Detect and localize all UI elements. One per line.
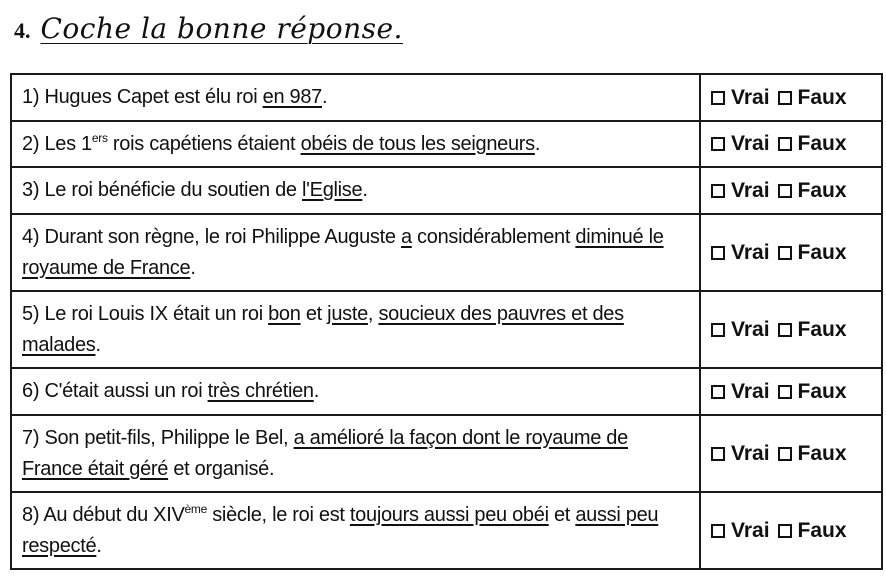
quiz-row: [11, 291, 882, 368]
question-text: 1) Hugues Capet est élu roi en 987.: [11, 74, 700, 121]
underlined-text: obéis de tous les seigneurs: [300, 132, 535, 155]
question-text: 5) Le roi Louis IX était un roi bon et juste, soucieux des pauvres et des malades.: [11, 291, 700, 368]
answer-options: [700, 214, 882, 291]
underlined-text: toujours aussi peu obéi: [349, 503, 549, 526]
quiz-table: [10, 73, 883, 570]
checkbox-icon[interactable]: [711, 184, 725, 198]
quiz-row: [11, 492, 882, 569]
underlined-text: l'Eglise: [302, 179, 363, 201]
option-vrai[interactable]: Vrai: [711, 380, 770, 404]
question-text: 3) Le roi bénéficie du soutien de l'Eglise.: [11, 167, 700, 214]
checkbox-icon[interactable]: [778, 323, 792, 337]
underlined-text: soucieux des pauvres et des malades: [22, 302, 624, 356]
checkbox-icon[interactable]: [778, 447, 792, 461]
quiz-row: [11, 368, 882, 415]
question-text: 7) Son petit-fils, Philippe le Bel, a amélioré la façon dont le royaume de France était géré et organisé.: [11, 415, 700, 492]
option-vrai[interactable]: Vrai: [711, 179, 770, 203]
underlined-text: juste: [327, 302, 368, 325]
option-faux[interactable]: Faux: [778, 318, 847, 342]
answer-options: [700, 368, 882, 415]
quiz-row: [11, 214, 882, 291]
option-faux[interactable]: Faux: [778, 442, 847, 466]
checkbox-icon[interactable]: [778, 91, 792, 105]
option-faux[interactable]: Faux: [778, 179, 847, 203]
underlined-text: aussi peu respecté: [22, 503, 659, 557]
checkbox-icon[interactable]: [778, 246, 792, 260]
option-vrai[interactable]: Vrai: [711, 442, 770, 466]
question-text: 8) Au début du XIVème siècle, le roi est toujours aussi peu obéi et aussi peu respecté.: [11, 492, 700, 569]
option-vrai[interactable]: Vrai: [711, 318, 770, 342]
underlined-text: bon: [268, 302, 301, 325]
option-vrai[interactable]: Vrai: [711, 86, 770, 110]
quiz-row: [11, 167, 882, 214]
underlined-text: diminué le royaume de France: [22, 225, 664, 279]
option-faux[interactable]: Faux: [778, 241, 847, 265]
option-vrai[interactable]: Vrai: [711, 241, 770, 265]
checkbox-icon[interactable]: [711, 524, 725, 538]
quiz-row: [11, 121, 882, 167]
quiz-row: [11, 415, 882, 492]
checkbox-icon[interactable]: [778, 184, 792, 198]
quiz-row: [11, 74, 882, 121]
checkbox-icon[interactable]: [711, 385, 725, 399]
answer-options: [700, 291, 882, 368]
option-faux[interactable]: Faux: [778, 380, 847, 404]
checkbox-icon[interactable]: [711, 91, 725, 105]
option-faux[interactable]: Faux: [778, 132, 847, 156]
option-vrai[interactable]: Vrai: [711, 519, 770, 543]
exercise-heading: [14, 12, 403, 56]
option-faux[interactable]: Faux: [778, 519, 847, 543]
exercise-title: Coche la bonne réponse.: [40, 12, 403, 45]
underlined-text: très chrétien: [207, 380, 314, 402]
checkbox-icon[interactable]: [778, 137, 792, 151]
answer-options: [700, 121, 882, 167]
option-faux[interactable]: Faux: [778, 86, 847, 110]
answer-options: [700, 492, 882, 569]
answer-options: [700, 167, 882, 214]
underlined-text: en 987: [262, 86, 322, 108]
exercise-number: 4.: [14, 18, 31, 43]
checkbox-icon[interactable]: [778, 385, 792, 399]
checkbox-icon[interactable]: [778, 524, 792, 538]
checkbox-icon[interactable]: [711, 246, 725, 260]
checkbox-icon[interactable]: [711, 137, 725, 151]
checkbox-icon[interactable]: [711, 447, 725, 461]
answer-options: [700, 415, 882, 492]
question-text: 2) Les 1ers rois capétiens étaient obéis de tous les seigneurs.: [11, 121, 700, 167]
underlined-text: a amélioré la façon dont le royaume de France était géré: [22, 426, 628, 480]
option-vrai[interactable]: Vrai: [711, 132, 770, 156]
checkbox-icon[interactable]: [711, 323, 725, 337]
answer-options: [700, 74, 882, 121]
question-text: 6) C'était aussi un roi très chrétien.: [11, 368, 700, 415]
underlined-text: a: [400, 225, 412, 248]
question-text: 4) Durant son règne, le roi Philippe Auguste a considérablement diminué le royaume de France.: [11, 214, 700, 291]
